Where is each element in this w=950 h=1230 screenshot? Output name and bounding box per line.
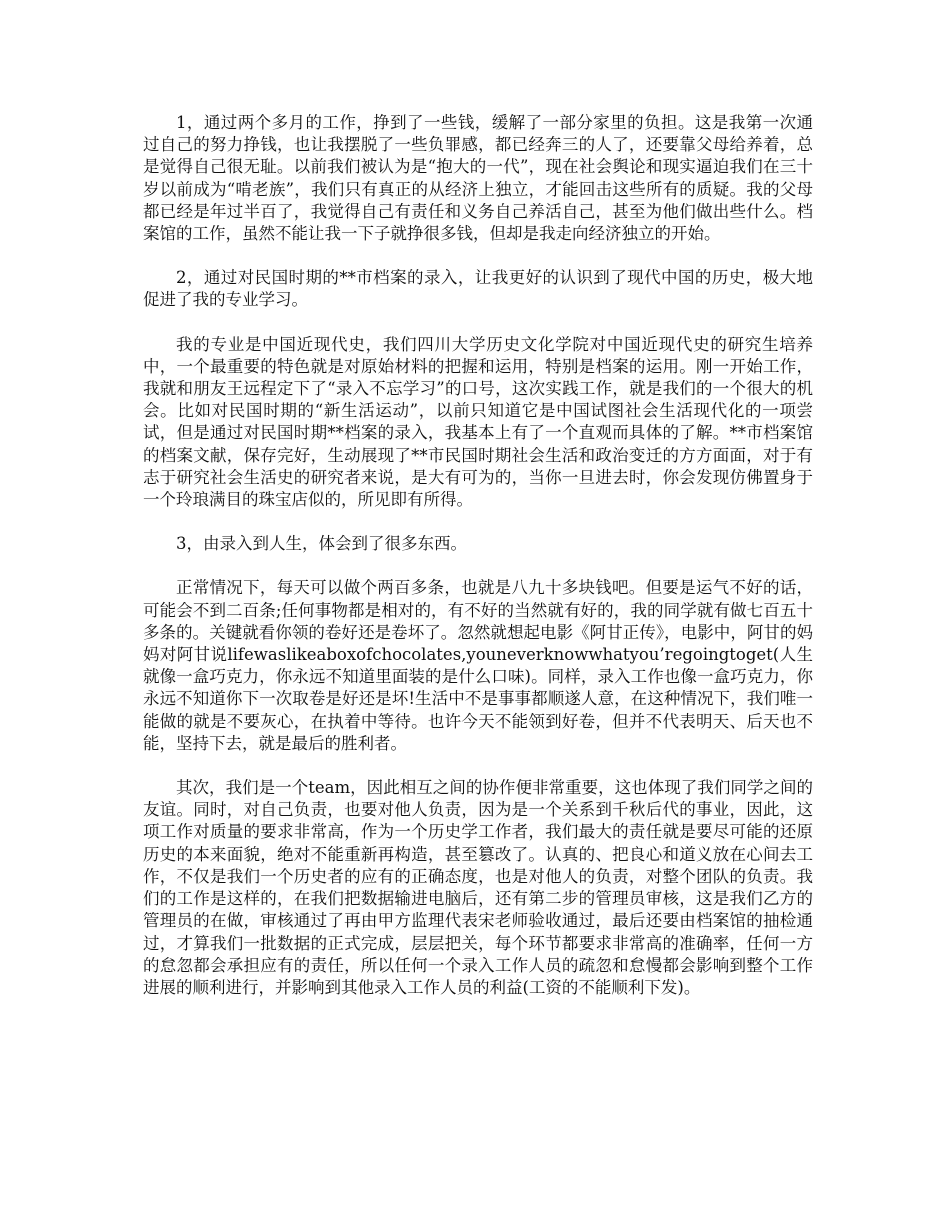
paragraph-income: 1，通过两个多月的工作，挣到了一些钱，缓解了一部分家里的负担。这是我第一次通过自己的努力挣钱，也让我摆脱了一些负罪感，都已经奔三的人了，还要靠父母给养着，总是觉得自己很无耻。以前我们被认为是“抱大的一代”，现在社会舆论和现实逼迫我们在三十岁以前成为“啃老族”，我们只有真正的从经济上独立，才能回击这些所有的质疑。我的父母都已经是年过半百了，我觉得自己有责任和义务自己养活自己，甚至为他们做出些什么。档案馆的工作，虽然不能让我一下子就挣很多钱，但却是我走向经济独立的开始。 <box>143 113 813 244</box>
paragraph-daily-work: 正常情况下，每天可以做个两百多条，也就是八九十多块钱吧。但要是运气不好的话，可能会不到二百条;任何事物都是相对的，有不好的当然就有好的，我的同学就有做七百五十多条的。关键就看你领的卷好还是卷坏了。忽然就想起电影《阿甘正传》，电影中，阿甘的妈妈对阿甘说lifewaslikeaboxofchocolates,youneverknowwhatyou’regoingtoget(人生就像一盒巧克力，你永远不知道里面装的是什么口味)。同样，录入工作也像一盒巧克力，你永远不知道你下一次取卷是好还是坏!生活中不是事事都顺遂人意，在这种情况下，我们唯一能做的就是不要灰心，在执着中等待。也许今天不能领到好卷，但并不代表明天、后天也不能，坚持下去，就是最后的胜利者。 <box>143 578 813 753</box>
document-body <box>143 112 813 1021</box>
paragraph-life-lessons: 3，由录入到人生，体会到了很多东西。 <box>176 534 467 554</box>
paragraph-archives-study: 2，通过对民国时期的**市档案的录入，让我更好的认识到了现代中国的历史，极大地促进了我的专业学习。 <box>143 268 813 310</box>
paragraph-teamwork: 其次，我们是一个team，因此相互之间的协作便非常重要，这也体现了我们同学之间的友谊。同时，对自己负责，也要对他人负责，因为是一个关系到千秋后代的事业，因此，这项工作对质量的要求非常高，作为一个历史学工作者，我们最大的责任就是要尽可能的还原历史的本来面貌，绝对不能重新再构造，甚至篡改了。认真的、把良心和道义放在心间去工作，不仅是我们一个历史者的应有的正确态度，也是对他人的负责，对整个团队的负责。我们的工作是这样的，在我们把数据输进电脑后，还有第二步的管理员审核，这是我们乙方的管理员的在做，审核通过了再由甲方监理代表宋老师验收通过，最后还要由档案馆的抽检通过，才算我们一批数据的正式完成，层层把关，每个环节都要求非常高的准确率，任何一方的怠忽都会承担应有的责任，所以任何一个录入工作人员的疏忽和怠慢都会影响到整个工作进展的顺利进行，并影响到其他录入工作人员的利益(工资的不能顺利下发)。 <box>143 778 813 997</box>
paragraph-major: 我的专业是中国近现代史，我们四川大学历史文化学院对中国近现代史的研究生培养中，一个最重要的特色就是对原始材料的把握和运用，特别是档案的运用。刚一开始工作，我就和朋友王远程定下了“录入不忘学习”的口号，这次实践工作，就是我们的一个很大的机会。比如对民国时期的“新生活运动”，以前只知道它是中国试图社会生活现代化的一项尝试，但是通过对民国时期**档案的录入，我基本上有了一个直观而具体的了解。**市档案馆的档案文献，保存完好，生动展现了**市民国时期社会生活和政治变迁的方方面面，对于有志于研究社会生活史的研究者来说，是大有可为的，当你一旦进去时，你会发现仿佛置身于一个玲琅满目的珠宝店似的，所见即有所得。 <box>143 334 813 510</box>
